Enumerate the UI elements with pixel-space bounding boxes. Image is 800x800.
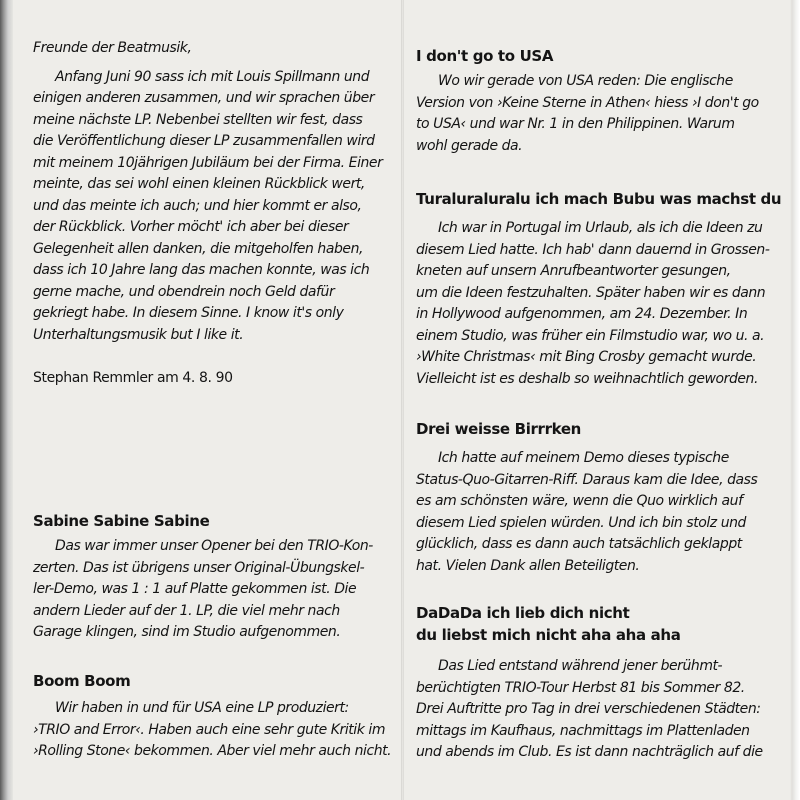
text-line: zerten. Das ist übrigens unser Original-Übungskel- [33,559,365,576]
section-body [416,656,784,764]
text-line: berüchtigten TRIO-Tour Herbst 81 bis Sommer 82. [416,679,745,696]
greeting-line: Freunde der Beatmusik, [33,40,192,56]
section-body [416,218,784,390]
text-line: Unterhaltungsmusik but I like it. [33,326,244,343]
boom-section [33,670,391,763]
text-line: wohl gerade da. [416,137,523,154]
text-line: Status-Quo-Gitarren-Riff. Daraus kam die Idee, dass [416,471,758,488]
usa-section [416,45,784,157]
text-line: Wo wir gerade von USA reden: Die englische [438,73,733,89]
text-line: kneten auf unsern Anrufbeantworter gesungen, [416,263,731,279]
text-line: Ich war in Portugal im Urlaub, als ich die Ideen zu [438,220,763,236]
text-line: gekriegt habe. In diesem Sinne. I know it's only [33,305,344,321]
text-line: einigen anderen zusammen, und wir sprachen über [33,90,375,106]
right-column [416,0,784,800]
text-line: Garage klingen, sind im Studio aufgenommen. [33,624,341,640]
heading-line: du liebst mich nicht aha aha aha [416,626,681,644]
text-line: Drei Auftritte pro Tag in drei verschiedenen Städten: [416,701,761,717]
text-line: Das war immer unser Opener bei den TRIO-Kon- [55,538,373,554]
section-heading [416,602,784,646]
text-line: Das Lied entstand während jener berühmt- [438,658,723,674]
text-line: und das meinte ich auch; und hier kommt er also, [33,197,362,214]
text-line: dass ich 10 Jahre lang das machen konnte, was ich [33,262,370,278]
text-line: Wir haben in und für USA eine LP produziert: [55,700,349,716]
text-line: ler-Demo, was 1 : 1 auf Platte gekommen ist. Die [33,581,357,597]
greeting [33,38,391,60]
booklet-left-edge [0,0,13,800]
text-line: Version von ›Keine Sterne in Athen‹ hiess ›I don't go [416,94,759,111]
booklet-right-edge [790,0,800,800]
sabine-section [33,510,391,644]
text-line: andern Lieder auf der 1. LP, die viel mehr nach [33,602,340,619]
text-line: Vielleicht ist es deshalb so weihnachtlich geworden. [416,370,758,387]
text-line: es am schönsten wäre, wenn die Quo wirklich auf [416,493,743,509]
section-heading: Sabine Sabine Sabine [33,512,210,530]
intro-section [33,38,391,389]
section-heading: Boom Boom [33,672,131,690]
section-heading: I don't go to USA [416,47,554,65]
text-line: um die Ideen festzuhalten. Später haben wir es dann [416,284,766,301]
text-line: Gelegenheit allen danken, die mitgeholfen haben, [33,240,364,257]
text-line: die Veröffentlichung dieser LP zusammenfallen wird [33,133,375,149]
text-line: meine nächste LP. Nebenbei stellten wir fest, dass [33,111,363,128]
intro-paragraph [33,67,391,347]
text-line: to USA‹ und war Nr. 1 in den Philippinen. Warum [416,116,735,132]
section-body [33,698,391,763]
text-line: diesem Lied spielen würden. Und ich bin stolz und [416,514,746,531]
text-line: einem Studio, was früher ein Filmstudio war, wo u. a. [416,327,765,344]
section-heading: Turaluraluralu ich mach Bubu was machst du [416,190,782,208]
text-line: Ich hatte auf meinem Demo dieses typische [438,450,729,466]
heading-line: DaDaDa ich lieb dich nicht [416,604,630,622]
signature: Stephan Remmler am 4. 8. 90 [33,370,233,386]
section-heading: Drei weisse Birrrken [416,420,582,438]
birken-section [416,418,784,577]
section-body [416,71,784,157]
section-body [416,448,784,577]
text-line: gerne mache, und obendrein noch Geld dafür [33,283,335,300]
text-line: meinte, das sei wohl einen kleinen Rückblick wert, [33,176,365,192]
text-line: ›Rolling Stone‹ bekommen. Aber viel mehr auch nicht. [33,743,392,759]
left-column [33,0,391,800]
text-line: glücklich, dass es dann auch tatsächlich geklappt [416,536,742,552]
text-line: der Rückblick. Vorher möcht' ich aber bei dieser [33,219,349,235]
text-line: in Hollywood aufgenommen, am 24. Dezember. In [416,306,748,322]
text-line: mittags im Kaufhaus, nachmittags im Plattenladen [416,722,750,739]
center-fold [401,0,404,800]
text-line: mit meinem 10jährigen Jubiläum bei der Firma. Einer [33,154,383,171]
text-line: und abends im Club. Es ist dann nachträglich auf die [416,744,763,760]
dadada-section [416,602,784,764]
text-line: Anfang Juni 90 sass ich mit Louis Spillmann und [55,68,370,85]
text-line: ›White Christmas‹ mit Bing Crosby gemacht wurde. [416,349,757,365]
turaluraluralu-section [416,188,784,390]
text-line: ›TRIO and Error‹. Haben auch eine sehr gute Kritik im [33,721,386,738]
section-body [33,536,391,644]
text-line: hat. Vielen Dank allen Beteiligten. [416,557,640,574]
text-line: diesem Lied hatte. Ich hab' dann dauernd in Grossen- [416,241,770,258]
